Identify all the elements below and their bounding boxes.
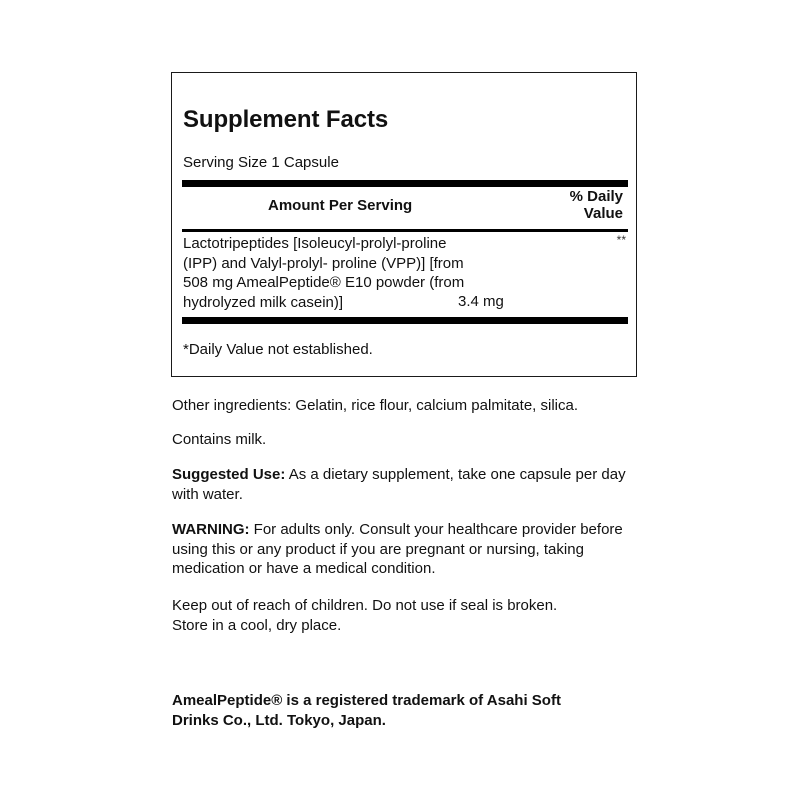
header-daily-value-line2: Value	[583, 205, 623, 222]
ingredient-amount: 3.4 mg	[458, 292, 504, 310]
other-ingredients: Other ingredients: Gelatin, rice flour, calcium palmitate, silica.	[172, 397, 579, 414]
header-daily-value-line1: % Daily	[569, 188, 623, 205]
ingredient-name-line: (IPP) and Valyl-prolyl- proline (VPP)] [from	[183, 254, 464, 272]
suggested-use	[172, 465, 642, 504]
suggested-use-text: As a dietary supplement, take one capsule per day with water.	[172, 466, 626, 503]
ingredient-name-line: 508 mg AmealPeptide® E10 powder (from	[183, 274, 465, 291]
serving-size: Serving Size 1 Capsule	[183, 154, 339, 171]
daily-value-footnote: *Daily Value not established.	[183, 341, 373, 358]
warning-label: WARNING:	[172, 521, 250, 538]
trademark-line-2: Drinks Co., Ltd. Tokyo, Japan.	[172, 711, 386, 729]
divider-thick-top	[182, 180, 628, 187]
divider-thin	[182, 229, 628, 232]
storage-instructions	[172, 596, 642, 635]
header-daily-value	[570, 188, 623, 222]
ingredient-name-line: Lactotripeptides [Isoleucyl-prolyl-proline	[183, 235, 447, 252]
storage-line-2: Store in a cool, dry place.	[172, 616, 342, 634]
trademark-notice	[172, 691, 642, 730]
suggested-use-label: Suggested Use:	[172, 466, 286, 483]
panel-title: Supplement Facts	[183, 106, 389, 133]
trademark-line-1: AmealPeptide® is a registered trademark of Asahi Soft	[172, 692, 561, 709]
allergen-statement: Contains milk.	[172, 431, 267, 448]
ingredient-name-line: hydrolyzed milk casein)]	[183, 293, 344, 311]
ingredient-name	[183, 234, 503, 312]
storage-line-1: Keep out of reach of children. Do not use if seal is broken.	[172, 597, 558, 614]
divider-thick-bottom	[182, 317, 628, 324]
supplement-facts-panel	[171, 72, 637, 377]
header-amount-per-serving: Amount Per Serving	[268, 197, 413, 214]
warning	[172, 520, 642, 579]
ingredient-daily-value: **	[616, 233, 626, 247]
warning-text: For adults only. Consult your healthcare provider before using this or any product if you are pregnant or nursing, taking medication or have a medical condition.	[172, 521, 623, 577]
